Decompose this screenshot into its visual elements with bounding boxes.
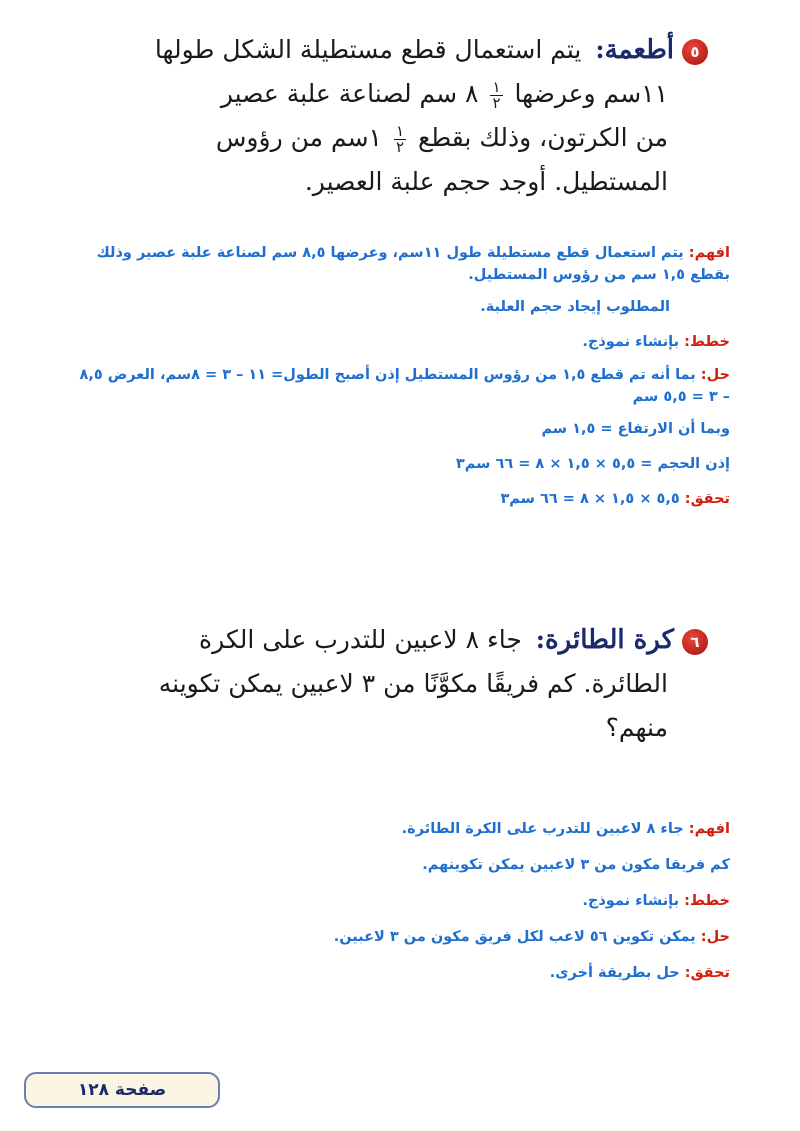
problem-6-line-2 (98, 662, 708, 706)
check-row (70, 962, 730, 984)
understand-text: جاء ٨ لاعبين للتدرب على الكرة الطائرة. (401, 821, 684, 837)
height-row (70, 418, 730, 440)
problem-5 (98, 28, 708, 204)
solve-text: بما أنه تم قطع ١,٥ من رؤوس المستطيل إذن أصبح الطول= ١١ – ٣ = ٨سم، العرض ٨,٥ – ٣ = ٥,٥ سم (79, 367, 730, 405)
fraction-denominator: ٢ (492, 94, 501, 112)
solve-label: حل: (700, 929, 730, 945)
problem-5-line-1 (98, 28, 708, 72)
fraction (490, 80, 502, 111)
problem-5-line-2 (98, 72, 708, 116)
plan-label: خطط: (684, 334, 730, 350)
check-row (70, 488, 730, 510)
volume-row (70, 453, 730, 475)
plan-text: بإنشاء نموذج. (582, 893, 680, 909)
problem-5-line-4 (98, 160, 708, 204)
problem-number-badge: ٥ (682, 39, 708, 65)
page-number-box (24, 1072, 220, 1108)
solution-5 (70, 242, 730, 510)
problem-text: الطائرة. كم فريقًا مكوَّنًا من ٣ لاعبين يمكن تكوينه (158, 669, 668, 698)
title-colon: : (535, 625, 545, 654)
solution-6 (70, 818, 730, 984)
title-colon: : (595, 35, 605, 64)
problem-text: من الكرتون، وذلك بقطع (417, 123, 668, 152)
height-text: وبما أن الارتفاع = ١,٥ سم (541, 421, 730, 437)
solve-row (70, 926, 730, 948)
question-row (70, 854, 730, 876)
understand-label: افهم: (688, 245, 730, 261)
problem-6 (98, 618, 708, 750)
page-number: صفحة ١٢٨ (77, 1080, 167, 1100)
check-text: ٥,٥ × ١,٥ × ٨ = ٦٦ سم٣ (500, 491, 680, 507)
fraction (394, 124, 406, 155)
understand-row (70, 818, 730, 840)
fraction-numerator: ١ (395, 122, 404, 140)
check-label: تحقق: (684, 491, 730, 507)
understand-text: يتم استعمال قطع مستطيلة طول ١١سم، وعرضها ٨,٥ سم لصناعة علبة عصير وذلك بقطع ١,٥ سم من رؤوس المستطيل. (96, 245, 730, 283)
plan-label: خطط: (684, 893, 730, 909)
understand-label: افهم: (688, 821, 730, 837)
problem-text: منهم؟ (605, 713, 668, 742)
problem-text: ١سم من رؤوس (215, 123, 382, 152)
problem-5-line-3 (98, 116, 708, 160)
problem-text: جاء ٨ لاعبين للتدرب على الكرة (199, 625, 522, 654)
understand-row (70, 242, 730, 286)
problem-number-badge: ٦ (682, 629, 708, 655)
solve-row (70, 364, 730, 408)
problem-title: أطعمة (604, 35, 674, 65)
volume-text: إذن الحجم = ٥,٥ × ١,٥ × ٨ = ٦٦ سم٣ (455, 456, 730, 472)
problem-title: كرة الطائرة (545, 625, 674, 655)
check-label: تحقق: (684, 965, 730, 981)
fraction-numerator: ١ (492, 78, 501, 96)
question-text: كم فريقا مكون من ٣ لاعبين يمكن تكوينهم. (422, 857, 730, 873)
solve-label: حل: (700, 367, 730, 383)
plan-row (70, 331, 730, 353)
required-row (70, 296, 730, 318)
solve-text: يمكن تكوين ٥٦ لاعب لكل فريق مكون من ٣ لاعبين. (333, 929, 696, 945)
problem-text: ١١سم وعرضها (514, 79, 668, 108)
plan-row (70, 890, 730, 912)
problem-6-line-3 (98, 706, 708, 750)
check-text: حل بطريقة أخرى. (549, 965, 680, 981)
required-text: المطلوب إيجاد حجم العلبة. (480, 299, 670, 315)
fraction-denominator: ٢ (395, 138, 404, 156)
problem-6-line-1 (98, 618, 708, 662)
problem-text: يتم استعمال قطع مستطيلة الشكل طولها (154, 35, 582, 64)
problem-text: ٨ سم لصناعة علبة عصير (220, 79, 479, 108)
problem-text: المستطيل. أوجد حجم علبة العصير. (304, 167, 668, 196)
plan-text: بإنشاء نموذج. (582, 334, 680, 350)
